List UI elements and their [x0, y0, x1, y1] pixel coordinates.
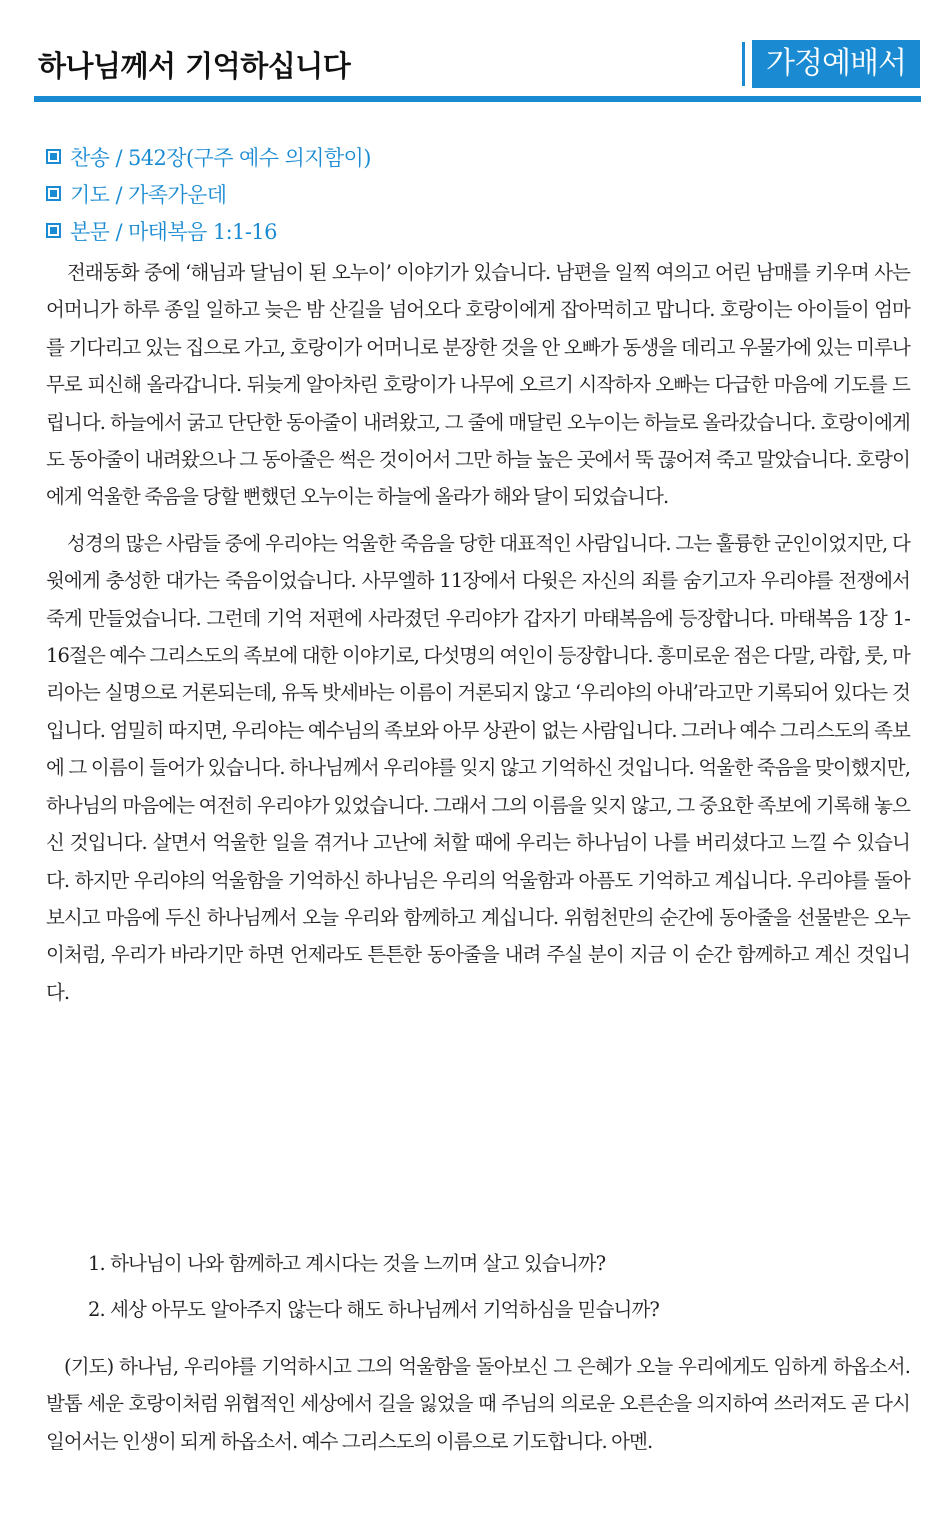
- scripture-label: 본문 / 마태복음 1:1-16: [70, 219, 277, 244]
- question-item: 1. 하나님이 나와 함께하고 계시다는 것을 느끼며 살고 있습니까?: [88, 1252, 606, 1275]
- page-header: [34, 36, 921, 96]
- hymn-line: [46, 138, 906, 175]
- body-paragraph: 성경의 많은 사람들 중에 우리야는 억울한 죽음을 당한 대표적인 사람입니다. 그는 훌륭한 군인이었지만, 다윗에게 충성한 대가는 죽음이었습니다. 사무엘하 11장에서 다윗은 자신의 죄를 숨기고자 우리야를 전쟁에서 죽게 만들었습니다. 그런데 기억 저편에 사라졌던 우리야가 갑자기 마태복음에 등장합니다. 마태복음 1장 1-16절은 예수 그리스도의 족보에 대한 이야기로, 다섯명의 여인이 등장합니다. 흥미로운 점은 다말, 라합, 룻, 마리아는 실명으로 거론되는데, 유독 밧세바는 이름이 거론되지 않고 ‘우리야의 아내’라고만 기록되어 있다는 것입니다. 엄밀히 따지면, 우리야는 예수님의 족보와 아무 상관이 없는 사람입니다. 그러나 예수 그리스도의 족보에 그 이름이 들어가 있습니다. 하나님께서 우리야를 잊지 않고 기억하신 것입니다. 억울한 죽음을 맞이했지만, 하나님의 마음에는 여전히 우리야가 있었습니다. 그래서 그의 이름을 잊지 않고, 그 중요한 족보에 기록해 놓으신 것입니다. 살면서 억울한 일을 겪거나 고난에 처할 때에 우리는 하나님이 나를 버리셨다고 느낄 수 있습니다. 하지만 우리야의 억울함을 기억하신 하나님은 우리의 억울함과 아픔도 기억하고 계십니다. 우리야를 돌아보시고 마음에 두신 하나님께서 오늘 우리와 함께하고 계십니다. 위험천만의 순간에 동아줄을 선물받은 오누이처럼, 우리가 바라기만 하면 언제라도 튼튼한 동아줄을 내려 주실 분이 지금 이 순간 함께하고 계신 것입니다.: [46, 531, 910, 1004]
- square-bullet-icon: [46, 149, 61, 164]
- header-rule: [34, 96, 921, 102]
- closing-prayer: [46, 1348, 910, 1460]
- reflection-questions: [88, 1241, 908, 1333]
- section-badge: 가정예배서: [752, 40, 920, 88]
- prayer-line: [46, 175, 906, 212]
- question-item: 2. 세상 아무도 알아주지 않는다 해도 하나님께서 기억하심을 믿습니까?: [88, 1298, 659, 1321]
- square-bullet-icon: [46, 223, 61, 238]
- worship-order: [46, 138, 906, 249]
- prayer-label: 기도 / 가족가운데: [70, 182, 227, 207]
- scripture-line: [46, 212, 906, 249]
- square-bullet-icon: [46, 186, 61, 201]
- hymn-label: 찬송 / 542장(구주 예수 의지함이): [70, 145, 371, 170]
- header-divider: [742, 42, 745, 86]
- body-paragraph: 전래동화 중에 ‘해님과 달님이 된 오누이’ 이야기가 있습니다. 남편을 일찍 여의고 어린 남매를 키우며 사는 어머니가 하루 종일 일하고 늦은 밤 산길을 넘어오다 호랑이에게 잡아먹히고 맙니다. 호랑이는 아이들이 엄마를 기다리고 있는 집으로 가고, 호랑이가 어머니로 분장한 것을 안 오빠가 동생을 데리고 우물가에 있는 미루나무로 피신해 올라갑니다. 뒤늦게 알아차린 호랑이가 나무에 오르기 시작하자 오빠는 다급한 마음에 기도를 드립니다. 하늘에서 굵고 단단한 동아줄이 내려왔고, 그 줄에 매달린 오누이는 하늘로 올라갔습니다. 호랑이에게도 동아줄이 내려왔으나 그 동아줄은 썩은 것이어서 그만 하늘 높은 곳에서 뚝 끊어져 죽고 말았습니다. 호랑이에게 억울한 죽음을 당할 뻔했던 오누이는 하늘에 올라가 해와 달이 되었습니다.: [46, 261, 910, 509]
- page-title: 하나님께서 기억하십니다: [38, 49, 351, 83]
- prayer-paragraph: (기도) 하나님, 우리야를 기억하시고 그의 억울함을 돌아보신 그 은혜가 오늘 우리에게도 임하게 하옵소서. 발톱 세운 호랑이처럼 위협적인 세상에서 길을 잃었을 때 주님의 의로운 오른손을 의지하여 쓰러져도 곧 다시 일어서는 인생이 되게 하옵소서. 예수 그리스도의 이름으로 기도합니다. 아멘.: [46, 1355, 910, 1453]
- sermon-body: [46, 254, 910, 1011]
